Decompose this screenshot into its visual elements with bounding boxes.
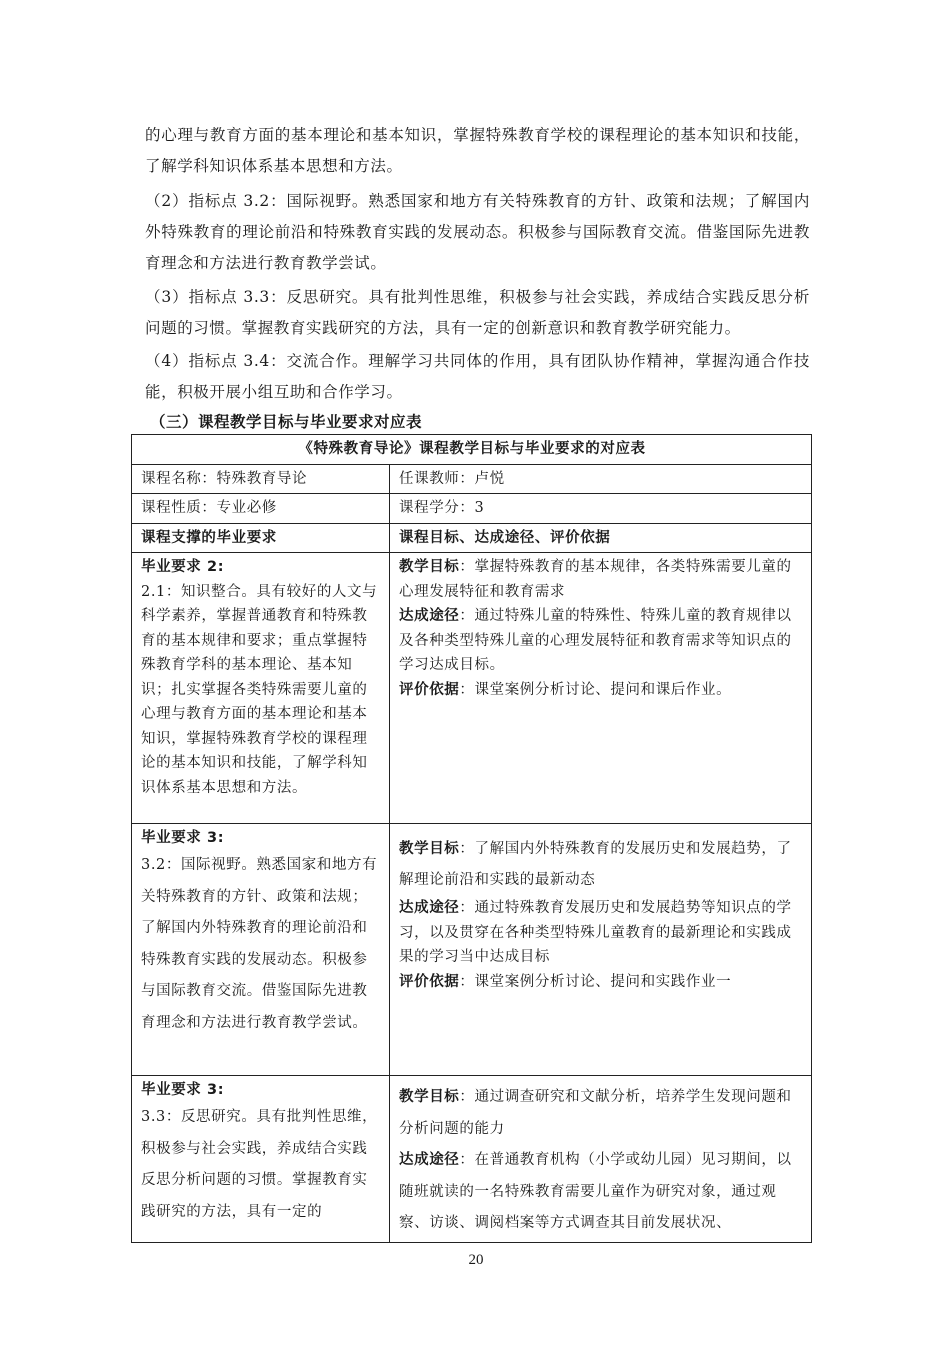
course-credits-cell: 课程学分：3	[390, 494, 812, 524]
objective-cell	[390, 553, 812, 824]
page-number: 20	[468, 1252, 484, 1268]
table-row	[132, 824, 812, 1076]
goal-text: ：了解国内外特殊教育的发展历史和发展趋势，了解理论前沿和实践的最新动态	[399, 841, 792, 888]
requirement-cell	[132, 1076, 390, 1243]
eval-text: ：课堂案例分析讨论、提问和实践作业一	[459, 973, 732, 990]
table-row	[132, 553, 812, 824]
goal-label: 教学目标	[399, 559, 460, 575]
path-text: ：通过特殊儿童的特殊性、特殊儿童的教育规律以及各种类型特殊儿童的心理发展特征和教育需求等知识点的学习达成目标。	[399, 608, 792, 673]
objective-cell	[390, 1076, 812, 1243]
path-line	[399, 604, 803, 678]
requirement-title: 毕业要求 2:	[141, 559, 225, 575]
table-row	[132, 494, 812, 524]
path-label: 达成途径	[399, 608, 460, 624]
eval-line	[399, 970, 803, 995]
eval-label: 评价依据	[399, 681, 460, 698]
goal-line	[399, 1082, 803, 1145]
path-text: ：通过特殊教育发展历史和发展趋势等知识点的学习，以及贯穿在各种类型特殊儿童教育的最新理论和实践成果的学习当中达成目标	[399, 900, 792, 965]
table-row	[132, 464, 812, 494]
table-caption-row	[132, 435, 812, 465]
header-graduation-requirements: 课程支撑的毕业要求	[132, 523, 390, 553]
section-title: （三）课程教学目标与毕业要求对应表	[150, 413, 423, 431]
goal-line	[399, 834, 803, 896]
course-objectives-table	[131, 434, 812, 1243]
requirement-text: 2.1：知识整合。具有较好的人文与科学素养，掌握普通教育和特殊教育的基本规律和要求；重点掌握特殊教育学科的基本理论、基本知识；扎实掌握各类特殊需要儿童的心理与教育方面的基本理论和基本知识，掌握特殊教育学校的课程理论的基本知识和技能，了解学科知识体系基本思想和方法。	[141, 583, 378, 796]
goal-label: 教学目标	[399, 841, 460, 857]
course-name-cell: 课程名称：特殊教育导论	[132, 464, 390, 494]
requirement-title: 毕业要求 3:	[141, 830, 225, 846]
paragraph-continuation: 的心理与教育方面的基本理论和基本知识，掌握特殊教育学校的课程理论的基本知识和技能，了解学科知识体系基本思想和方法。	[145, 126, 810, 175]
requirement-cell	[132, 824, 390, 1076]
paragraph-indicator-3-2: （2）指标点 3.2：国际视野。熟悉国家和地方有关特殊教育的方针、政策和法规；了解国内外特殊教育的理论前沿和特殊教育实践的发展动态。积极参与国际教育交流。借鉴国际先进教育理念和方法进行教育教学尝试。	[145, 192, 810, 272]
requirement-cell	[132, 553, 390, 824]
table-caption: 《特殊教育导论》课程教学目标与毕业要求的对应表	[132, 435, 812, 465]
course-nature-cell: 课程性质：专业必修	[132, 494, 390, 524]
requirement-text: 3.3：反思研究。具有批判性思维，积极参与社会实践，养成结合实践反思分析问题的习惯。掌握教育实践研究的方法，具有一定的	[141, 1109, 378, 1220]
path-label: 达成途径	[399, 900, 460, 916]
objective-cell	[390, 824, 812, 1076]
path-label: 达成途径	[399, 1152, 460, 1168]
goal-text: ：掌握特殊教育的基本规律，各类特殊需要儿童的心理发展特征和教育需求	[399, 559, 792, 600]
paragraph-indicator-3-3: （3）指标点 3.3：反思研究。具有批判性思维，积极参与社会实践，养成结合实践反思分析问题的习惯。掌握教育实践研究的方法，具有一定的创新意识和教育教学研究能力。	[145, 288, 810, 337]
goal-line	[399, 555, 803, 604]
eval-line	[399, 678, 803, 703]
eval-text: ：课堂案例分析讨论、提问和课后作业。	[459, 681, 732, 698]
paragraph-indicator-3-4: （4）指标点 3.4：交流合作。理解学习共同体的作用，具有团队协作精神，掌握沟通合作技能，积极开展小组互助和合作学习。	[145, 352, 810, 401]
table-header-row	[132, 523, 812, 553]
teacher-cell: 任课教师：卢悦	[390, 464, 812, 494]
eval-label: 评价依据	[399, 973, 460, 990]
path-text: ：在普通教育机构（小学或幼儿园）见习期间，以随班就读的一名特殊教育需要儿童作为研究对象，通过观察、访谈、调阅档案等方式调查其目前发展状况、	[399, 1152, 792, 1231]
header-objectives: 课程目标、达成途径、评价依据	[390, 523, 812, 553]
path-line	[399, 896, 803, 970]
path-line	[399, 1145, 803, 1240]
table-row	[132, 1076, 812, 1243]
goal-label: 教学目标	[399, 1089, 460, 1105]
goal-text: ：通过调查研究和文献分析，培养学生发现问题和分析问题的能力	[399, 1089, 792, 1137]
requirement-text: 3.2：国际视野。熟悉国家和地方有关特殊教育的方针、政策和法规；了解国内外特殊教育的理论前沿和特殊教育实践的发展动态。积极参与国际教育交流。借鉴国际先进教育理念和方法进行教育教学尝试。	[141, 857, 378, 1031]
requirement-title: 毕业要求 3:	[141, 1082, 225, 1098]
